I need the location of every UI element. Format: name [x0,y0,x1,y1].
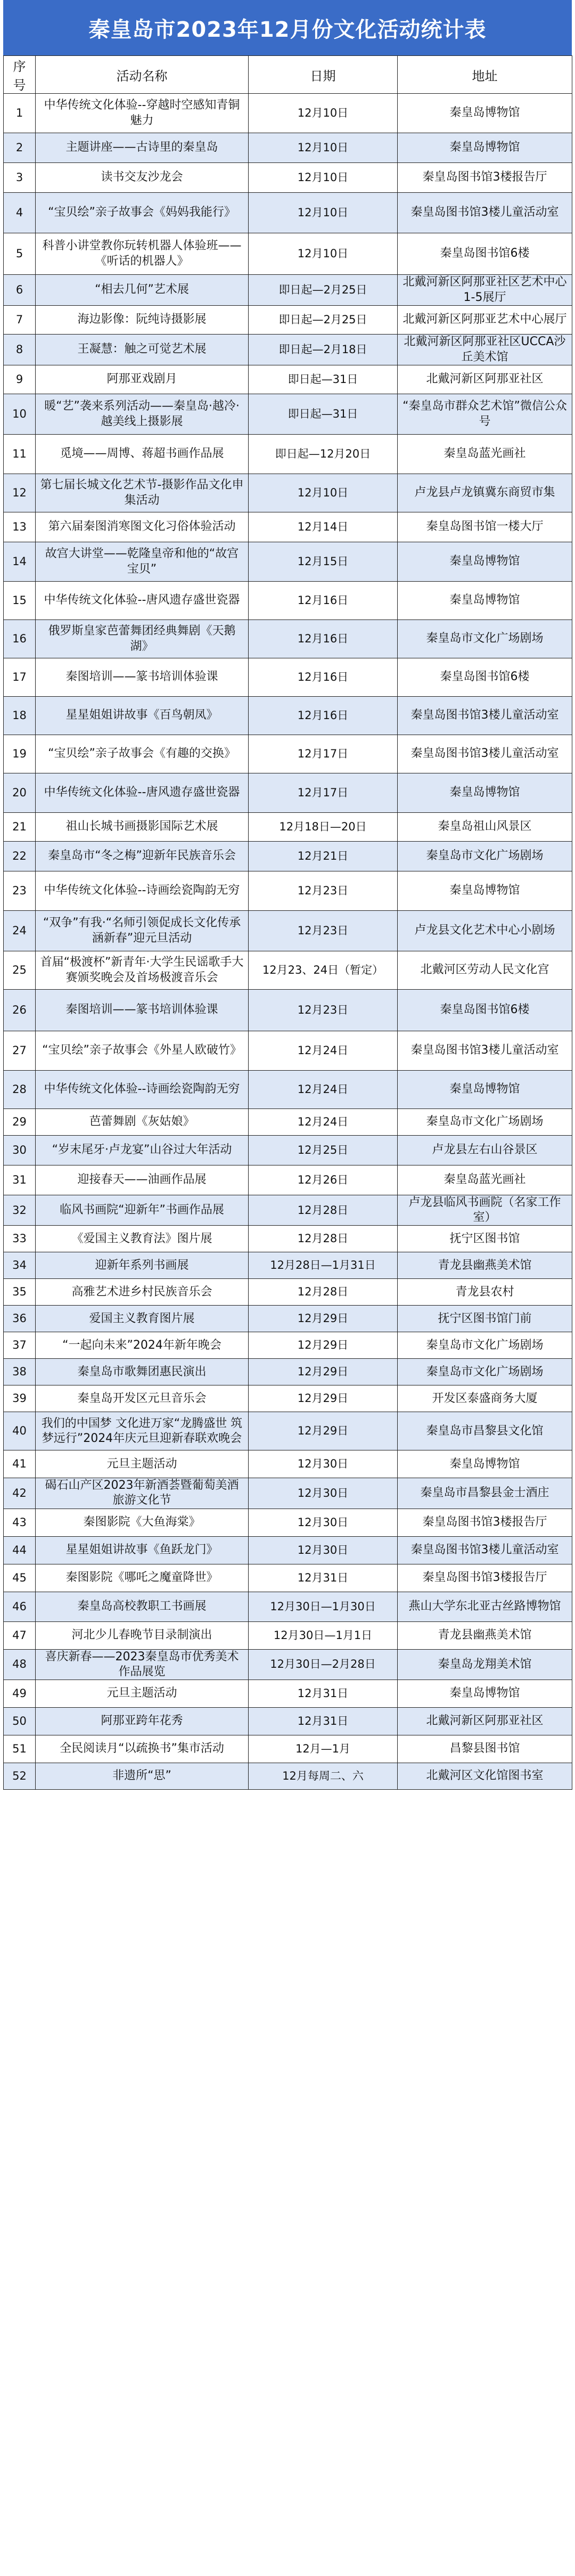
activity-date: 12月每周二、六 [249,1763,398,1789]
activity-name: 故宫大讲堂——乾隆皇帝和他的“故宫宝贝” [36,542,249,582]
activity-date: 12月30日 [249,1509,398,1536]
activity-name: 第七届长城文化艺术节-摄影作品文化申集活动 [36,474,249,512]
activity-name: 第六届秦图消寒图文化习俗体验活动 [36,512,249,542]
activity-location: 秦皇岛市文化广场剧场 [398,620,572,658]
activity-date: 12月10日 [249,133,398,163]
table-row [4,1165,572,1195]
row-number: 20 [4,773,36,813]
activity-date: 12月25日 [249,1136,398,1165]
activity-name: 星星姐姐讲故事《鱼跃龙门》 [36,1536,249,1564]
header-no: 序号 [4,56,36,94]
activity-name: 秦皇岛市歌舞团惠民演出 [36,1359,249,1385]
row-number: 27 [4,1031,36,1071]
row-number: 36 [4,1306,36,1332]
activity-location: 秦皇岛市文化广场剧场 [398,1359,572,1385]
row-number: 4 [4,193,36,233]
activity-name: 秦图培训——篆书培训体验课 [36,990,249,1031]
activity-date: 12月31日 [249,1564,398,1592]
activity-location: 秦皇岛图书馆一楼大厅 [398,512,572,542]
activity-name: 主题讲座——古诗里的秦皇岛 [36,133,249,163]
row-number: 33 [4,1226,36,1252]
activity-name: 星星姐姐讲故事《百鸟朝凤》 [36,697,249,735]
table-row [4,990,572,1031]
activity-date: 12月24日 [249,1031,398,1071]
row-number: 52 [4,1763,36,1789]
table-row [4,542,572,582]
activity-date: 12月30日 [249,1478,398,1509]
activity-name: 秦图影院《大鱼海棠》 [36,1509,249,1536]
activity-location: 秦皇岛图书馆3楼报告厅 [398,1509,572,1536]
activity-name: 秦皇岛市“冬之梅”迎新年民族音乐会 [36,842,249,871]
activity-name: 元旦主题活动 [36,1450,249,1478]
activity-date: 12月10日 [249,474,398,512]
row-number: 29 [4,1109,36,1136]
activity-location: 秦皇岛市昌黎县金士酒庄 [398,1478,572,1509]
activity-date: 12月30日 [249,1536,398,1564]
header-row [4,56,572,94]
activity-location: 青龙县幽燕美术馆 [398,1252,572,1279]
row-number: 15 [4,582,36,620]
table-row [4,1226,572,1252]
row-number: 14 [4,542,36,582]
row-number: 23 [4,871,36,911]
row-number: 45 [4,1564,36,1592]
activity-date: 12月16日 [249,697,398,735]
activity-location: 秦皇岛图书馆6楼 [398,658,572,697]
activity-name: 秦图培训——篆书培训体验课 [36,658,249,697]
activity-date: 12月17日 [249,773,398,813]
activity-name: 海边影像：阮纯诗摄影展 [36,306,249,335]
table-row [4,1707,572,1735]
table-row [4,1478,572,1509]
activity-name: 祖山长城书画摄影国际艺术展 [36,813,249,842]
table-row [4,1649,572,1680]
activity-date: 12月21日 [249,842,398,871]
activity-date: 12月16日 [249,658,398,697]
activity-name: 迎新年系列书画展 [36,1252,249,1279]
row-number: 26 [4,990,36,1031]
activity-location: 秦皇岛图书馆3楼儿童活动室 [398,1536,572,1564]
activity-date: 12月15日 [249,542,398,582]
activity-name: 迎接春天——油画作品展 [36,1165,249,1195]
row-number: 34 [4,1252,36,1279]
activity-name: 爱国主义教育图片展 [36,1306,249,1332]
activity-name: 中华传统文化体验--唐风遗存盛世瓷器 [36,582,249,620]
activity-date: 12月29日 [249,1359,398,1385]
activity-location: 抚宁区图书馆门前 [398,1306,572,1332]
header-location: 地址 [398,56,572,94]
activity-name: 阿那亚跨年花秀 [36,1707,249,1735]
table-row [4,871,572,911]
table-row [4,1450,572,1478]
table-row [4,658,572,697]
table-row [4,1109,572,1136]
activity-location: 燕山大学东北亚古丝路博物馆 [398,1592,572,1621]
table-row [4,951,572,990]
row-number: 1 [4,94,36,133]
activity-location: 秦皇岛图书馆6楼 [398,990,572,1031]
activity-date: 12月28日 [249,1195,398,1226]
activity-name: 中华传统文化体验--唐风遗存盛世瓷器 [36,773,249,813]
row-number: 42 [4,1478,36,1509]
activity-location: 秦皇岛博物馆 [398,542,572,582]
activity-location: 秦皇岛博物馆 [398,1680,572,1707]
row-number: 37 [4,1332,36,1359]
activity-date: 12月29日 [249,1306,398,1332]
activity-location: 卢龙县临风书画院（名家工作室） [398,1195,572,1226]
activity-date: 12月23日 [249,911,398,951]
activity-name: “双争”有我·“名师引领促成长文化传承涵新春”迎元旦活动 [36,911,249,951]
activity-name: “一起向未来”2024年新年晚会 [36,1332,249,1359]
activity-date: 12月17日 [249,735,398,773]
table-row [4,94,572,133]
table-row [4,1306,572,1332]
activity-name: 喜庆新春——2023秦皇岛市优秀美术作品展览 [36,1649,249,1680]
activity-name: “相去几何”艺术展 [36,275,249,306]
table-row [4,1359,572,1385]
activity-name: 读书交友沙龙会 [36,163,249,193]
row-number: 32 [4,1195,36,1226]
table-row [4,394,572,435]
activity-location: 北戴河新区阿那亚社区 [398,365,572,394]
activity-name: 俄罗斯皇家芭蕾舞团经典舞剧《天鹅湖》 [36,620,249,658]
table-row [4,133,572,163]
row-number: 28 [4,1071,36,1109]
table-row [4,773,572,813]
activity-location: 秦皇岛图书馆3楼儿童活动室 [398,735,572,773]
table-row [4,1536,572,1564]
activity-date: 12月10日 [249,193,398,233]
activity-name: 觅境——周博、蒋超书画作品展 [36,435,249,474]
activity-name: 河北少儿春晚节目录制演出 [36,1621,249,1649]
activity-name: 秦图影院《哪吒之魔童降世》 [36,1564,249,1592]
row-number: 46 [4,1592,36,1621]
activity-name: 科普小讲堂教你玩转机器人体验班——《听话的机器人》 [36,233,249,275]
activity-date: 12月26日 [249,1165,398,1195]
activity-date: 12月31日 [249,1680,398,1707]
activity-date: 即日起—31日 [249,394,398,435]
activity-location: 北戴河新区阿那亚社区UCCA沙丘美术馆 [398,335,572,365]
activity-name: “岁末尾牙·卢龙宴”山谷过大年活动 [36,1136,249,1165]
activity-date: 12月28日 [249,1279,398,1306]
activity-location: 秦皇岛博物馆 [398,133,572,163]
table-row [4,1735,572,1763]
table-row [4,233,572,275]
activity-date: 12月23日 [249,990,398,1031]
activity-name: 王凝慧：触之可觉艺术展 [36,335,249,365]
row-number: 43 [4,1509,36,1536]
activity-location: 青龙县农村 [398,1279,572,1306]
table-row [4,365,572,394]
activity-location: 秦皇岛祖山风景区 [398,813,572,842]
activity-location: “秦皇岛市群众艺术馆”微信公众号 [398,394,572,435]
activity-date: 12月29日 [249,1412,398,1450]
table-row [4,1680,572,1707]
table-row [4,1763,572,1789]
row-number: 19 [4,735,36,773]
activity-name: 我们的中国梦 文化进万家“龙腾盛世 筑梦远行”2024年庆元旦迎新春联欢晚会 [36,1412,249,1450]
row-number: 21 [4,813,36,842]
row-number: 41 [4,1450,36,1478]
table-row [4,435,572,474]
row-number: 7 [4,306,36,335]
activity-date: 即日起—2月18日 [249,335,398,365]
activity-location: 北戴河区劳动人民文化宫 [398,951,572,990]
activity-location: 北戴河新区阿那亚社区 [398,1707,572,1735]
document-title: 秦皇岛市2023年12月份文化活动统计表 [88,17,487,42]
activity-date: 12月—1月 [249,1735,398,1763]
row-number: 44 [4,1536,36,1564]
activity-name: 《爱国主义教育法》图片展 [36,1226,249,1252]
header-date: 日期 [249,56,398,94]
activity-name: 秦皇岛高校教职工书画展 [36,1592,249,1621]
activity-date: 12月29日 [249,1385,398,1412]
activity-location: 抚宁区图书馆 [398,1226,572,1252]
activity-name: 非遗所“思” [36,1763,249,1789]
row-number: 3 [4,163,36,193]
activity-name: 临风书画院“迎新年”书画作品展 [36,1195,249,1226]
row-number: 40 [4,1412,36,1450]
table-row [4,1252,572,1279]
activity-location: 卢龙县文化艺术中心小剧场 [398,911,572,951]
activity-date: 12月16日 [249,582,398,620]
activity-location: 卢龙县卢龙镇冀东商贸市集 [398,474,572,512]
table-row [4,1136,572,1165]
activity-name: 阿那亚戏剧月 [36,365,249,394]
table-row [4,1031,572,1071]
row-number: 24 [4,911,36,951]
activity-location: 北戴河新区阿那亚社区艺术中心1-5展厅 [398,275,572,306]
activity-date: 即日起—12月20日 [249,435,398,474]
row-number: 50 [4,1707,36,1735]
activity-location: 秦皇岛图书馆3楼儿童活动室 [398,697,572,735]
activity-location: 秦皇岛图书馆3楼儿童活动室 [398,1031,572,1071]
table-row [4,193,572,233]
activity-date: 12月29日 [249,1332,398,1359]
activity-location: 青龙县幽燕美术馆 [398,1621,572,1649]
activity-name: 首届“极渡杯”新青年·大学生民谣歌手大赛颁奖晚会及首场极渡音乐会 [36,951,249,990]
table-body [4,94,572,1790]
activity-date: 即日起—2月25日 [249,275,398,306]
row-number: 2 [4,133,36,163]
table-row [4,1385,572,1412]
activity-name: 高雅艺术进乡村民族音乐会 [36,1279,249,1306]
row-number: 51 [4,1735,36,1763]
table-row [4,813,572,842]
row-number: 48 [4,1649,36,1680]
table-row [4,306,572,335]
activity-location: 秦皇岛图书馆3楼儿童活动室 [398,193,572,233]
activity-date: 12月24日 [249,1071,398,1109]
table-row [4,1071,572,1109]
activity-table [3,55,572,1790]
activity-name: “宝贝绘”亲子故事会《外星人欧破竹》 [36,1031,249,1071]
activity-date: 12月24日 [249,1109,398,1136]
table-row [4,474,572,512]
activity-name: “宝贝绘”亲子故事会《妈妈我能行》 [36,193,249,233]
activity-location: 秦皇岛博物馆 [398,582,572,620]
activity-name: 中华传统文化体验--诗画绘瓷陶韵无穷 [36,871,249,911]
activity-location: 卢龙县左右山谷景区 [398,1136,572,1165]
table-row [4,1279,572,1306]
activity-name: 暖“艺”袭来系列活动——秦皇岛·越冷·越美线上摄影展 [36,394,249,435]
activity-location: 秦皇岛龙翔美术馆 [398,1649,572,1680]
activity-location: 秦皇岛博物馆 [398,871,572,911]
table-row [4,335,572,365]
activity-date: 12月28日—1月31日 [249,1252,398,1279]
activity-date: 即日起—31日 [249,365,398,394]
row-number: 39 [4,1385,36,1412]
activity-name: 全民阅读月“以疏换书”集市活动 [36,1735,249,1763]
activity-date: 12月30日—1月30日 [249,1592,398,1621]
activity-date: 12月30日—1月1日 [249,1621,398,1649]
activity-location: 秦皇岛市文化广场剧场 [398,1332,572,1359]
activity-name: “宝贝绘”亲子故事会《有趣的交换》 [36,735,249,773]
table-row [4,1621,572,1649]
activity-location: 秦皇岛图书馆6楼 [398,233,572,275]
row-number: 22 [4,842,36,871]
activity-date: 即日起—2月25日 [249,306,398,335]
activity-name: 中华传统文化体验--穿越时空感知青铜魅力 [36,94,249,133]
activity-date: 12月16日 [249,620,398,658]
table-row [4,1509,572,1536]
activity-location: 开发区泰盛商务大厦 [398,1385,572,1412]
table-row [4,1412,572,1450]
activity-date: 12月10日 [249,94,398,133]
activity-location: 秦皇岛图书馆3楼报告厅 [398,163,572,193]
row-number: 6 [4,275,36,306]
row-number: 25 [4,951,36,990]
activity-location: 秦皇岛博物馆 [398,1071,572,1109]
activity-date: 12月23日 [249,871,398,911]
table-row [4,1592,572,1621]
row-number: 30 [4,1136,36,1165]
table-row [4,512,572,542]
activity-location: 秦皇岛市昌黎县文化馆 [398,1412,572,1450]
table-row [4,1332,572,1359]
activity-location: 北戴河新区阿那亚艺术中心展厅 [398,306,572,335]
row-number: 10 [4,394,36,435]
activity-location: 秦皇岛市文化广场剧场 [398,1109,572,1136]
row-number: 31 [4,1165,36,1195]
activity-date: 12月10日 [249,163,398,193]
activity-date: 12月30日 [249,1450,398,1478]
activity-location: 秦皇岛博物馆 [398,1450,572,1478]
row-number: 49 [4,1680,36,1707]
activity-date: 12月23、24日（暂定） [249,951,398,990]
table-row [4,911,572,951]
activity-name: 秦皇岛开发区元旦音乐会 [36,1385,249,1412]
row-number: 18 [4,697,36,735]
activity-location: 秦皇岛蓝光画社 [398,435,572,474]
activity-name: 碣石山产区2023年新酒荟暨葡萄美酒旅游文化节 [36,1478,249,1509]
table-row [4,1564,572,1592]
row-number: 5 [4,233,36,275]
activity-location: 秦皇岛蓝光画社 [398,1165,572,1195]
header-name: 活动名称 [36,56,249,94]
table-row [4,275,572,306]
row-number: 17 [4,658,36,697]
activity-location: 北戴河区文化馆图书室 [398,1763,572,1789]
activity-location: 昌黎县图书馆 [398,1735,572,1763]
table-row [4,582,572,620]
row-number: 38 [4,1359,36,1385]
row-number: 9 [4,365,36,394]
activity-location: 秦皇岛市文化广场剧场 [398,842,572,871]
row-number: 8 [4,335,36,365]
title-bar [3,0,572,55]
table-row [4,735,572,773]
row-number: 35 [4,1279,36,1306]
row-number: 11 [4,435,36,474]
activity-date: 12月14日 [249,512,398,542]
table-row [4,163,572,193]
activity-date: 12月10日 [249,233,398,275]
table-row [4,842,572,871]
activity-location: 秦皇岛图书馆3楼报告厅 [398,1564,572,1592]
activity-date: 12月30日—2月28日 [249,1649,398,1680]
activity-date: 12月18日—20日 [249,813,398,842]
activity-name: 芭蕾舞剧《灰姑娘》 [36,1109,249,1136]
activity-name: 元旦主题活动 [36,1680,249,1707]
row-number: 13 [4,512,36,542]
table-row [4,1195,572,1226]
activity-date: 12月28日 [249,1226,398,1252]
activity-location: 秦皇岛博物馆 [398,94,572,133]
activity-location: 秦皇岛博物馆 [398,773,572,813]
row-number: 12 [4,474,36,512]
activity-date: 12月31日 [249,1707,398,1735]
row-number: 47 [4,1621,36,1649]
activity-name: 中华传统文化体验--诗画绘瓷陶韵无穷 [36,1071,249,1109]
table-row [4,620,572,658]
row-number: 16 [4,620,36,658]
table-row [4,697,572,735]
